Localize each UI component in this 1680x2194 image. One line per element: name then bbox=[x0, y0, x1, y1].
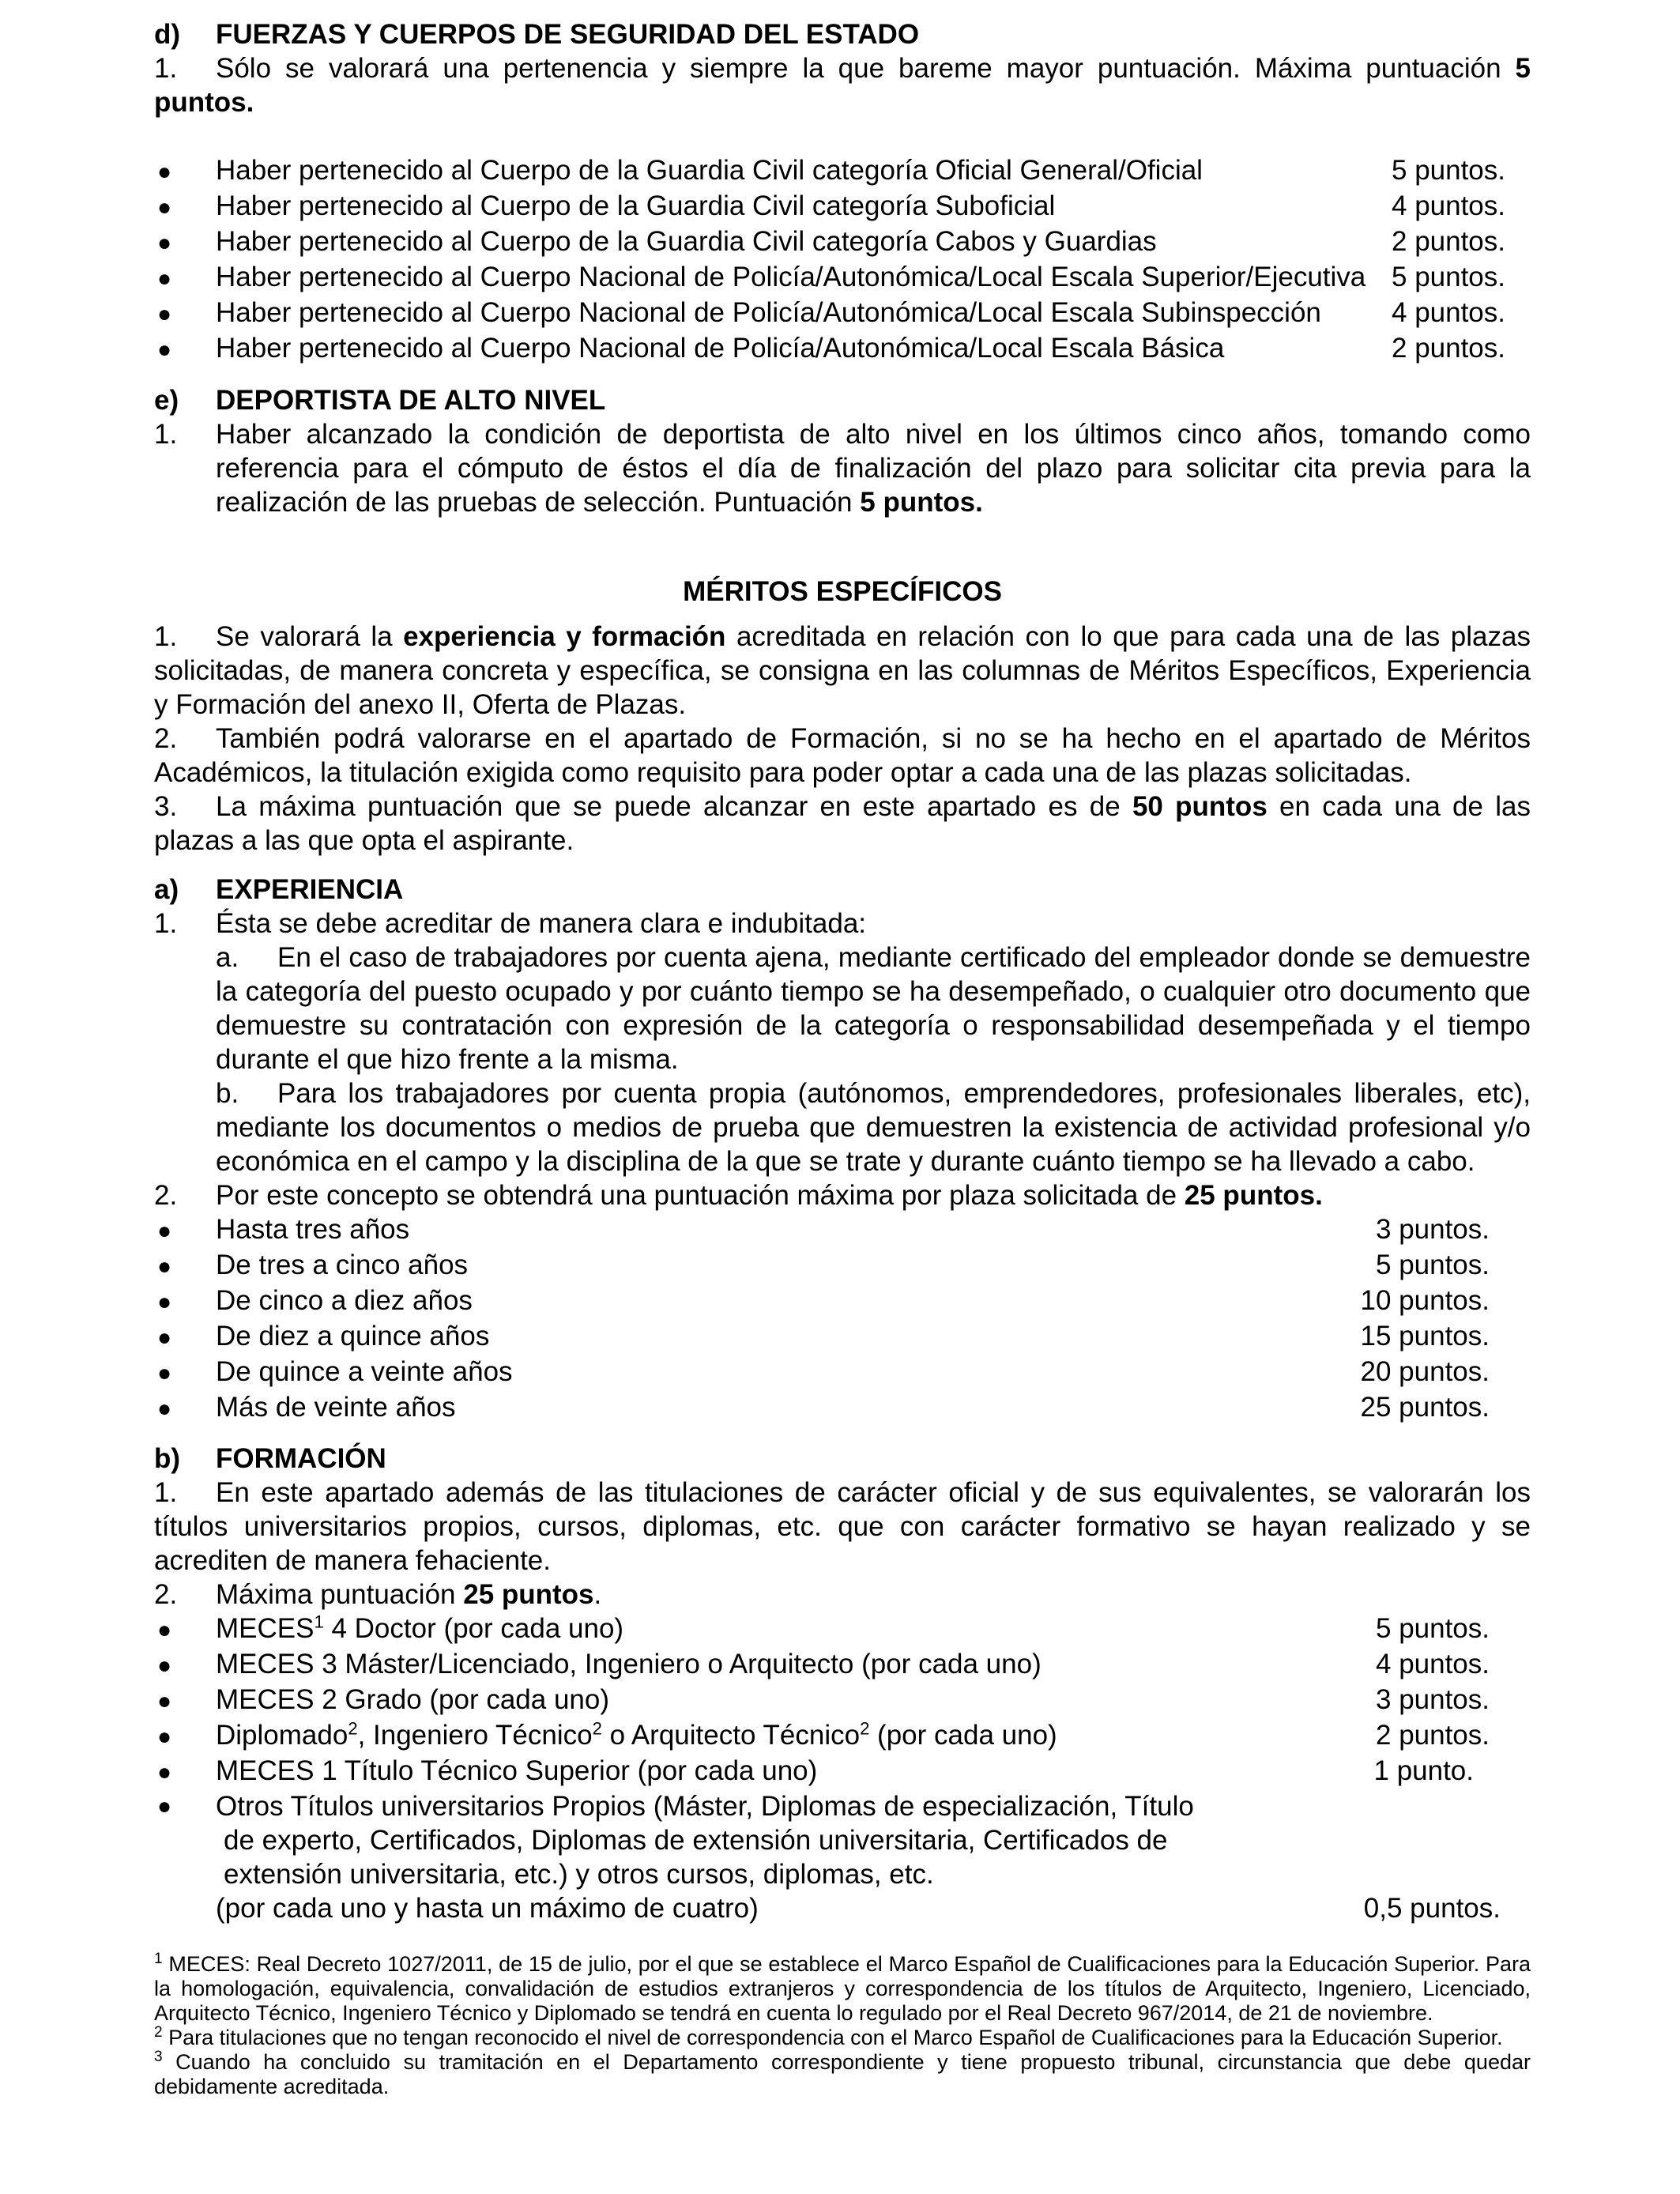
section-a-heading bbox=[154, 873, 1531, 907]
subitem-b bbox=[216, 1076, 1531, 1178]
item-text-part: MECES bbox=[216, 1613, 315, 1644]
footnote-text: Para titulaciones que no tengan reconocido el nivel de correspondencia con el Marco Español de Cualificaciones para la Educación Superior. bbox=[168, 2026, 1503, 2049]
section-b-heading bbox=[154, 1442, 1531, 1476]
bullet-icon: ● bbox=[157, 159, 172, 185]
footnote-3 bbox=[154, 2050, 1531, 2099]
section-letter: e) bbox=[154, 385, 179, 416]
footnote-2 bbox=[154, 2026, 1531, 2050]
footnote-ref: 1 bbox=[314, 1612, 324, 1632]
item-text: Haber pertenecido al Cuerpo Nacional de Policía/Autonómica/Local Escala Subinspección bbox=[216, 297, 1321, 328]
item-line: de experto, Certificados, Diplomas de extensión universitaria, Certificados de bbox=[224, 1825, 1168, 1856]
section-b-paragraph-2 bbox=[154, 1578, 1531, 1612]
item-points: 10 puntos. bbox=[1360, 1285, 1490, 1316]
section-letter: b) bbox=[154, 1443, 181, 1474]
item-text bbox=[216, 1789, 1501, 1925]
item-points: 5 puntos. bbox=[1392, 262, 1505, 292]
item-points: 2 puntos. bbox=[1376, 1720, 1490, 1751]
meritos-paragraph-2 bbox=[154, 722, 1531, 790]
item-points: 15 puntos. bbox=[1360, 1321, 1490, 1351]
item-points: 5 puntos. bbox=[1392, 155, 1505, 186]
item-text-part: Diplomado bbox=[216, 1720, 348, 1751]
paragraph-bold: experiencia y formación bbox=[403, 621, 726, 652]
item-points: 4 puntos. bbox=[1392, 297, 1505, 328]
list-item bbox=[154, 331, 1505, 367]
bullet-icon: ● bbox=[157, 337, 172, 363]
item-text: Haber pertenecido al Cuerpo Nacional de Policía/Autonómica/Local Escala Básica bbox=[216, 333, 1225, 364]
section-d-heading bbox=[154, 17, 1531, 51]
list-item bbox=[154, 1212, 1490, 1248]
paragraph-text: Haber alcanzado la condición de deportista de alto nivel en los últimos cinco años, tomando como referencia para el cómputo de éstos el día de finalización del plazo para solicitar cita previa para la realización de las pruebas de selección. Puntuación bbox=[216, 419, 1531, 518]
item-points: 3 puntos. bbox=[1376, 1214, 1490, 1245]
list-item bbox=[154, 1789, 1501, 1925]
bullet-icon: ● bbox=[157, 1360, 172, 1386]
paragraph-bold: 25 puntos. bbox=[1184, 1180, 1323, 1211]
paragraph-text: Por este concepto se obtendrá una puntuación máxima por plaza solicitada de bbox=[216, 1180, 1177, 1211]
item-text bbox=[216, 1718, 1376, 1752]
list-item bbox=[154, 224, 1505, 260]
section-e-paragraph-1 bbox=[154, 417, 1531, 519]
bullet-icon: ● bbox=[157, 230, 172, 256]
bullet-icon: ● bbox=[157, 1724, 172, 1750]
section-a-list bbox=[154, 1212, 1490, 1426]
item-text: MECES 3 Máster/Licenciado, Ingeniero o Arquitecto (por cada uno) bbox=[216, 1649, 1042, 1679]
item-points: 4 puntos. bbox=[1376, 1649, 1490, 1679]
list-item bbox=[154, 153, 1505, 189]
list-item bbox=[154, 1754, 1490, 1789]
item-line: extensión universitaria, etc.) y otros cursos, diplomas, etc. bbox=[224, 1859, 934, 1890]
paragraph-number: 2. bbox=[154, 723, 178, 754]
paragraph-bold: 5 puntos. bbox=[154, 53, 1531, 118]
item-text: De tres a cinco años bbox=[216, 1250, 469, 1280]
paragraph-bold: 25 puntos bbox=[463, 1579, 594, 1610]
bullet-icon: ● bbox=[157, 1759, 172, 1785]
list-item bbox=[154, 1683, 1490, 1718]
paragraph-number: 1. bbox=[154, 621, 178, 652]
item-points: 20 puntos. bbox=[1360, 1356, 1490, 1387]
paragraph-number: 1. bbox=[154, 419, 178, 450]
list-item bbox=[154, 1284, 1490, 1319]
subitem-text: En el caso de trabajadores por cuenta ajena, mediante certificado del empleador donde se demuestre la categoría del puesto ocupado y por cuánto tiempo se ha desempeñado, o cualquier otro documento que demuestre su contratación con expresión de la categoría o responsabilidad desempeñada y el tiempo durante el que hizo frente a la misma. bbox=[216, 942, 1531, 1075]
footnote-mark: 2 bbox=[154, 2024, 163, 2041]
item-points: 25 puntos. bbox=[1360, 1392, 1490, 1423]
subitem-a bbox=[216, 941, 1531, 1076]
section-title: FORMACIÓN bbox=[216, 1443, 386, 1474]
section-e-heading bbox=[154, 383, 1531, 417]
item-points: 4 puntos. bbox=[1392, 190, 1505, 221]
bullet-icon: ● bbox=[157, 301, 172, 327]
list-item bbox=[154, 1319, 1490, 1355]
paragraph-number: 1. bbox=[154, 1477, 178, 1508]
footnote-mark: 3 bbox=[154, 2049, 163, 2065]
bullet-icon: ● bbox=[157, 1325, 172, 1351]
paragraph-bold: 5 puntos. bbox=[860, 487, 983, 518]
bullet-icon: ● bbox=[157, 1653, 172, 1679]
bullet-icon: ● bbox=[157, 1289, 172, 1315]
list-item bbox=[154, 1355, 1490, 1390]
item-text: Haber pertenecido al Cuerpo de la Guardia Civil categoría Suboficial bbox=[216, 190, 1056, 221]
paragraph-text: También podrá valorarse en el apartado de Formación, si no se ha hecho en el apartado de Méritos Académicos, la titulación exigida como requisito para poder optar a cada una de las plazas solicitadas. bbox=[154, 723, 1531, 788]
paragraph-text: Máxima puntuación bbox=[216, 1579, 456, 1610]
meritos-paragraph-3 bbox=[154, 790, 1531, 858]
item-text: Haber pertenecido al Cuerpo de la Guardia Civil categoría Cabos y Guardias bbox=[216, 226, 1157, 257]
paragraph-text: en cada una de las plazas a las que opta el aspirante. bbox=[154, 791, 1531, 856]
footnote-ref: 2 bbox=[860, 1718, 870, 1739]
section-a-paragraph-2 bbox=[154, 1178, 1531, 1212]
bullet-icon: ● bbox=[157, 1253, 172, 1280]
section-b-paragraph-1 bbox=[154, 1476, 1531, 1578]
footnote-text: MECES: Real Decreto 1027/2011, de 15 de julio, por el que se establece el Marco Español de Cualificaciones para la Educación Superior. Para la homologación, equivalencia, convalidación de estudios extranjeros y correspondencia de los títulos de Arquitecto, Ingeniero, Licenciado, Arquitecto Técnico, Ingeniero Técnico y Diplomado se tendrá en cuenta lo regulado por el Real Decreto 967/2014, de 21 de noviembre. bbox=[154, 1952, 1531, 2025]
subitem-text: Para los trabajadores por cuenta propia (autónomos, emprendedores, profesionales liberales, etc), mediante los documentos o medios de prueba que demuestren la existencia de actividad profesional y/o económica en el campo y la disciplina de la que se trate y durante cuánto tiempo se ha llevado a cabo. bbox=[216, 1078, 1531, 1177]
section-letter: a) bbox=[154, 874, 179, 905]
item-text-part: , Ingeniero Técnico bbox=[357, 1720, 593, 1751]
paragraph-number: 2. bbox=[154, 1180, 178, 1211]
footnote-ref: 2 bbox=[592, 1718, 602, 1739]
item-text: Haber pertenecido al Cuerpo de la Guardia Civil categoría Oficial General/Oficial bbox=[216, 155, 1203, 186]
bullet-icon: ● bbox=[157, 194, 172, 221]
item-text: De cinco a diez años bbox=[216, 1285, 473, 1316]
item-text-part: 4 Doctor (por cada uno) bbox=[323, 1613, 624, 1644]
section-title: FUERZAS Y CUERPOS DE SEGURIDAD DEL ESTADO bbox=[216, 19, 920, 50]
bullet-icon: ● bbox=[157, 266, 172, 292]
section-letter: d) bbox=[154, 19, 181, 50]
bullet-icon: ● bbox=[157, 1793, 172, 1819]
item-points: 2 puntos. bbox=[1392, 333, 1505, 364]
bullet-icon: ● bbox=[157, 1617, 172, 1643]
paragraph-text: La máxima puntuación que se puede alcanzar en este apartado es de bbox=[216, 791, 1121, 822]
list-item bbox=[154, 189, 1505, 224]
paragraph-bold: 50 puntos bbox=[1132, 791, 1268, 822]
paragraph-end: . bbox=[593, 1579, 602, 1610]
paragraph-number: 1. bbox=[154, 53, 178, 84]
item-points: 0,5 puntos. bbox=[1363, 1893, 1501, 1924]
item-points: 2 puntos. bbox=[1392, 226, 1505, 257]
item-text: Hasta tres años bbox=[216, 1214, 410, 1245]
paragraph-text: Sólo se valorará una pertenencia y siempre la que bareme mayor puntuación. Máxima puntuación bbox=[216, 53, 1501, 84]
item-points: 5 puntos. bbox=[1376, 1250, 1490, 1280]
item-text: De quince a veinte años bbox=[216, 1356, 513, 1387]
paragraph-number: 1. bbox=[154, 908, 178, 939]
section-a-paragraph-1 bbox=[154, 907, 1531, 941]
bullet-icon: ● bbox=[157, 1396, 172, 1422]
item-line: Otros Títulos universitarios Propios (Máster, Diplomas de especialización, Título bbox=[216, 1791, 1194, 1822]
item-text-part: (por cada uno) bbox=[869, 1720, 1057, 1751]
paragraph-text: En este apartado además de las titulaciones de carácter oficial y de sus equivalentes, se valorarán los títulos universitarios propios, cursos, diplomas, etc. que con carácter formativo se hayan realizado y se acrediten de manera fehaciente. bbox=[154, 1477, 1531, 1576]
item-line: (por cada uno y hasta un máximo de cuatro) bbox=[216, 1893, 759, 1924]
item-text: De diez a quince años bbox=[216, 1321, 490, 1351]
document-page bbox=[154, 17, 1531, 2099]
list-item bbox=[154, 1718, 1490, 1754]
paragraph-text: Ésta se debe acreditar de manera clara e indubitada: bbox=[216, 908, 867, 939]
item-text-part: o Arquitecto Técnico bbox=[601, 1720, 861, 1751]
item-points: 1 punto. bbox=[1373, 1755, 1474, 1786]
subitem-letter: b. bbox=[216, 1078, 239, 1109]
list-item bbox=[154, 296, 1505, 331]
bullet-icon: ● bbox=[157, 1218, 172, 1244]
footnote-1 bbox=[154, 1952, 1531, 2026]
bullet-icon: ● bbox=[157, 1688, 172, 1714]
paragraph-text: acreditada en relación con lo que para cada una de las plazas solicitadas, de manera concreta y específica, se consigna en las columnas de Méritos Específicos, Experiencia y Formación del anexo II, Oferta de Plazas. bbox=[154, 621, 1531, 720]
footnotes bbox=[154, 1952, 1531, 2099]
paragraph-text: Se valorará la bbox=[216, 621, 393, 652]
footnote-mark: 1 bbox=[154, 1951, 163, 1967]
paragraph-number: 3. bbox=[154, 791, 178, 822]
section-d-paragraph-1 bbox=[154, 51, 1531, 119]
list-item bbox=[154, 1647, 1490, 1683]
item-text bbox=[216, 1612, 1376, 1646]
item-text: MECES 1 Título Técnico Superior (por cada uno) bbox=[216, 1755, 818, 1786]
footnote-ref: 2 bbox=[348, 1718, 358, 1739]
item-points: 5 puntos. bbox=[1376, 1613, 1490, 1644]
list-item bbox=[154, 260, 1505, 296]
item-text: Haber pertenecido al Cuerpo Nacional de Policía/Autonómica/Local Escala Superior/Ejecutiva bbox=[216, 262, 1366, 292]
paragraph-number: 2. bbox=[154, 1579, 178, 1610]
list-item bbox=[154, 1390, 1490, 1426]
list-item bbox=[154, 1248, 1490, 1284]
section-b-list bbox=[154, 1612, 1501, 1925]
section-d-list bbox=[154, 153, 1505, 367]
meritos-paragraph-1 bbox=[154, 620, 1531, 722]
item-text: Más de veinte años bbox=[216, 1392, 456, 1423]
item-text: MECES 2 Grado (por cada uno) bbox=[216, 1684, 610, 1715]
footnote-text: Cuando ha concluido su tramitación en el Departamento correspondiente y tiene propuesto tribunal, circunstancia que debe quedar debidamente acreditada. bbox=[154, 2050, 1531, 2098]
section-title: DEPORTISTA DE ALTO NIVEL bbox=[216, 385, 606, 416]
section-title: EXPERIENCIA bbox=[216, 874, 404, 905]
meritos-title: MÉRITOS ESPECÍFICOS bbox=[683, 576, 1002, 607]
item-points: 3 puntos. bbox=[1376, 1684, 1490, 1715]
list-item bbox=[154, 1612, 1490, 1647]
subitem-letter: a. bbox=[216, 942, 239, 973]
item-last-line bbox=[216, 1891, 1501, 1925]
